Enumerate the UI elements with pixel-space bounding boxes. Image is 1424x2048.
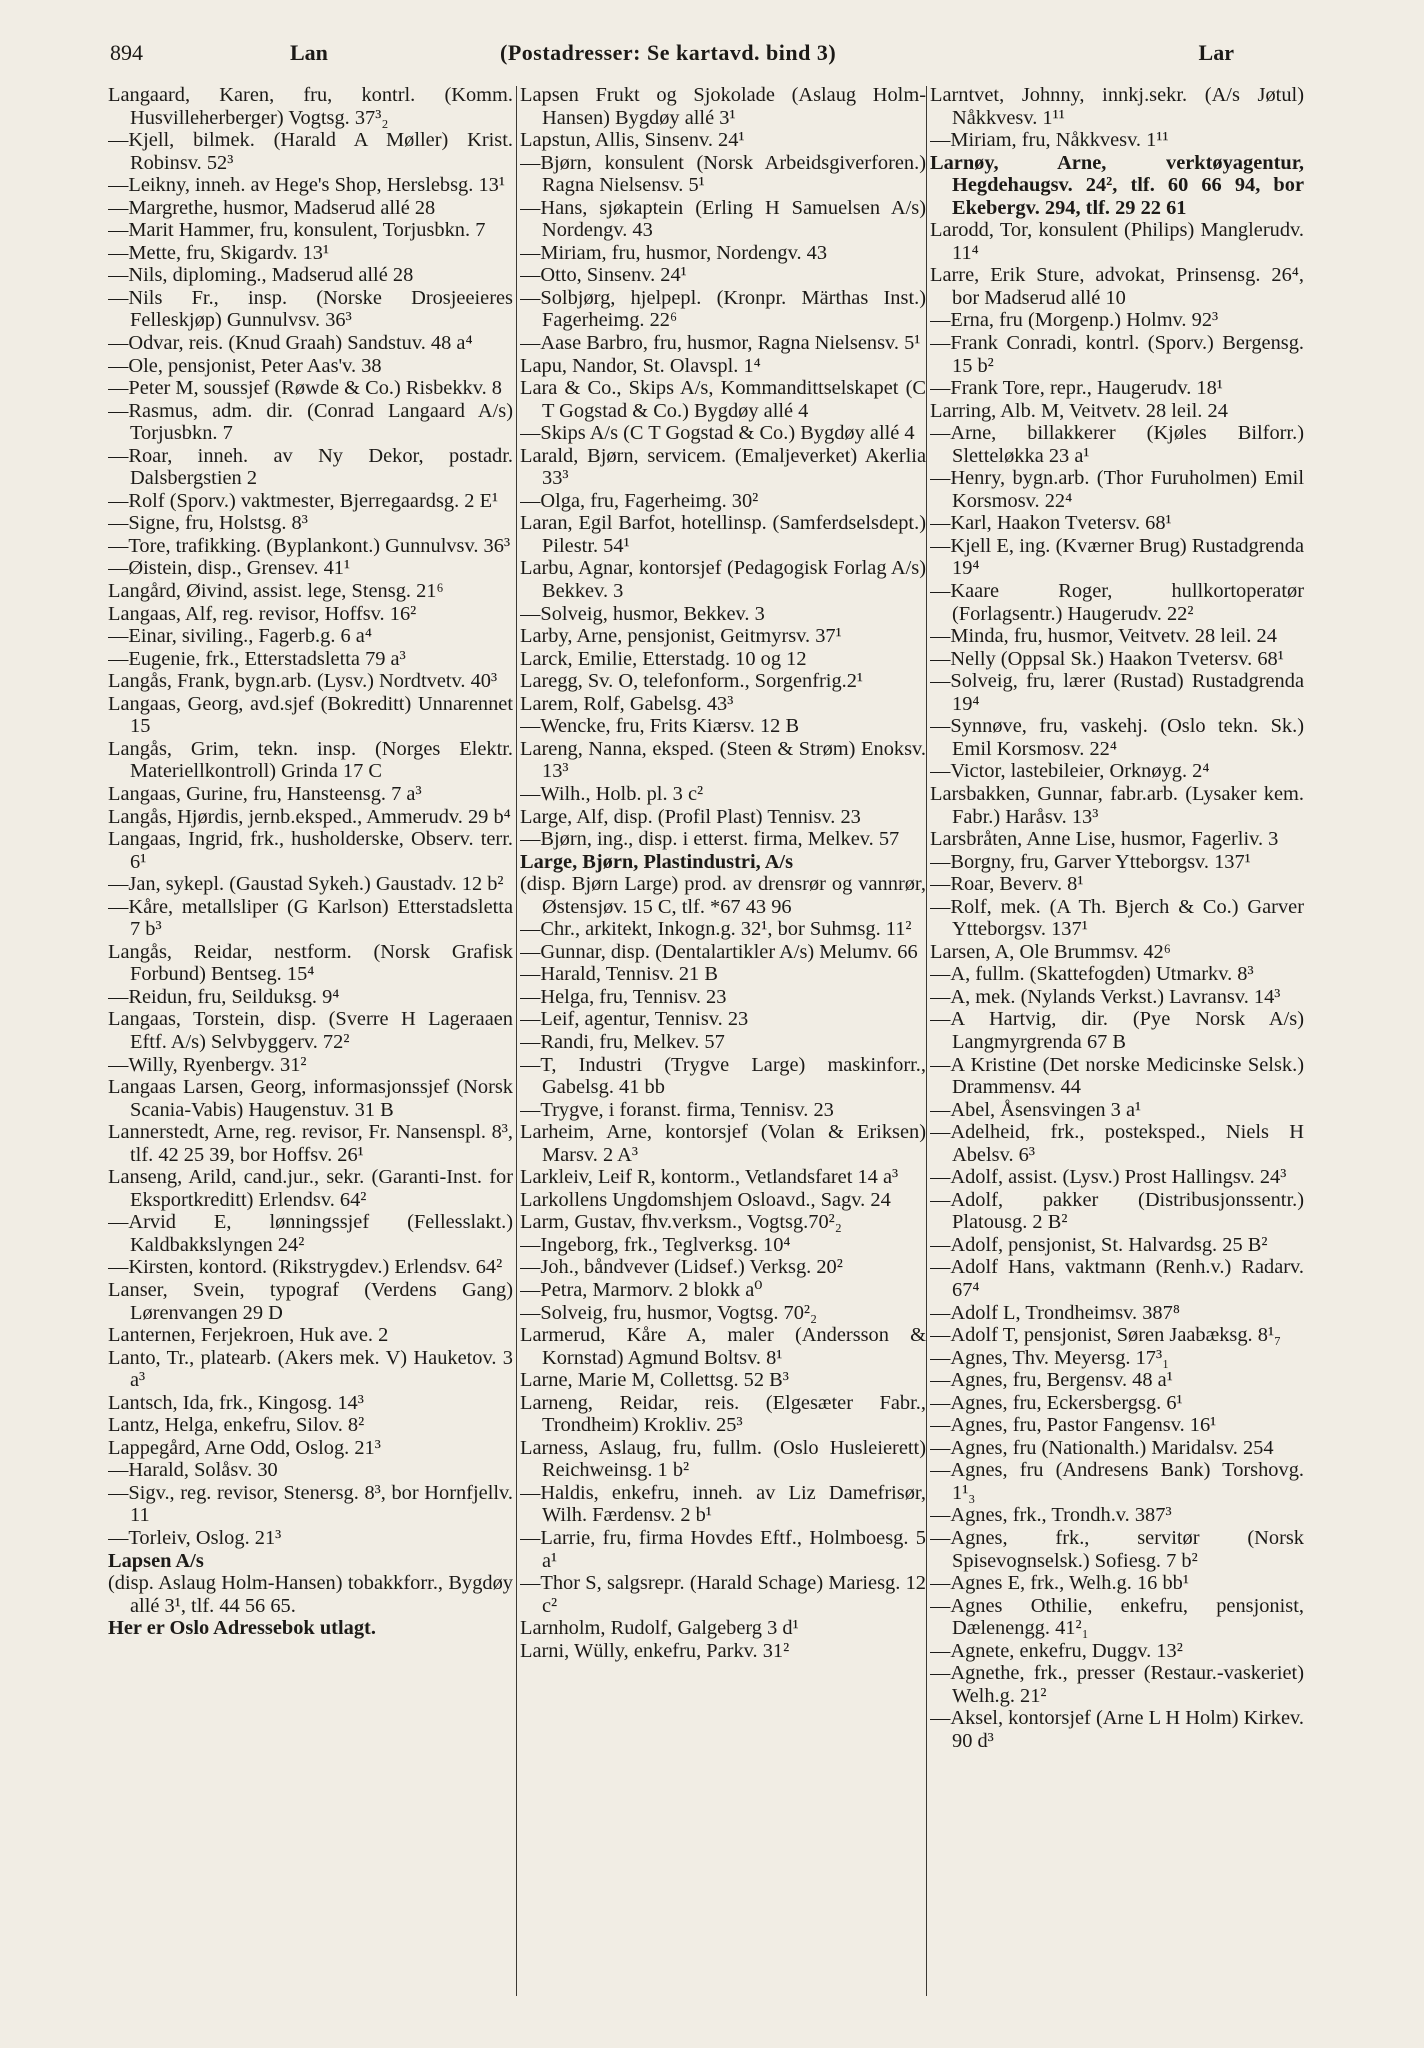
directory-entry: —Adolf Hans, vaktmann (Renh.v.) Radarv. 67⁴ [930, 1256, 1304, 1301]
directory-entry: —Petra, Marmorv. 2 blokk a⁰ [520, 1278, 763, 1301]
directory-entry: —Willy, Ryenbergv. 31² [108, 1053, 307, 1076]
directory-entry: —Agnes, frk., Trondh.v. 387³ [930, 1504, 1172, 1527]
directory-entry: —Roar, Beverv. 8¹ [930, 873, 1084, 896]
directory-entry: —Rasmus, adm. dir. (Conrad Langaard A/s) Torjusbkn. 7 [108, 399, 513, 445]
directory-entry: —Rolf (Sporv.) vaktmester, Bjerregaardsg. 2 E¹ [108, 489, 499, 512]
directory-entry: —Bjørn, konsulent (Norsk Arbeidsgiverforen.) Ragna Nielsensv. 5¹ [520, 151, 926, 197]
directory-entry: —A Hartvig, dir. (Pye Norsk A/s) Langmyrgrenda 67 B [930, 1008, 1304, 1053]
directory-column-2 [520, 84, 926, 2004]
directory-entry: —Arvid E, lønningssjef (Fellesslakt.) Kaldbakkslyngen 24² [108, 1211, 513, 1256]
directory-entry: —Agnethe, frk., presser (Restaur.-vaskeriet) Welh.g. 21² [930, 1662, 1304, 1707]
directory-entry: Laregg, Sv. O, telefonform., Sorgenfrig.2¹ [520, 670, 864, 693]
directory-entry: —Frank Conradi, kontrl. (Sporv.) Bergensg. 15 b² [930, 332, 1304, 377]
directory-entry: —Ole, pensjonist, Peter Aas'v. 38 [108, 354, 382, 377]
directory-entry: —Nils, diploming., Madserud allé 28 [108, 264, 414, 287]
directory-entry: —T, Industri (Trygve Large) maskinforr., Gabelsg. 41 bb [520, 1053, 926, 1099]
directory-entry: —Sigv., reg. revisor, Stenersg. 8³, bor Hornfjellv. 11 [108, 1481, 513, 1527]
directory-entry: —Erna, fru (Morgenp.) Holmv. 92³ [930, 309, 1219, 332]
directory-entry: Lanternen, Ferjekroen, Huk ave. 2 [108, 1324, 389, 1347]
directory-entry: Lapstun, Allis, Sinsenv. 24¹ [520, 129, 745, 152]
directory-column-3 [930, 84, 1304, 2004]
directory-entry: Lantsch, Ida, frk., Kingosg. 14³ [108, 1391, 364, 1414]
directory-entry: Langaas Larsen, Georg, informasjonssjef (Norsk Scania-Vabis) Haugenstuv. 31 B [108, 1076, 513, 1121]
directory-entry: Larodd, Tor, konsulent (Philips) Manglerudv. 11⁴ [930, 219, 1304, 264]
directory-entry: Lappegård, Arne Odd, Oslog. 21³ [108, 1436, 381, 1459]
directory-entry: —Borgny, fru, Garver Ytteborgsv. 137¹ [930, 850, 1251, 873]
directory-entry: Laran, Egil Barfot, hotellinsp. (Samferdselsdept.) Pilestr. 54¹ [520, 512, 926, 557]
directory-entry: —Adolf L, Trondheimsv. 387⁸ [930, 1301, 1180, 1324]
directory-entry: —Roar, inneh. av Ny Dekor, postadr. Dalsbergstien 2 [108, 444, 513, 490]
directory-entry: —Adolf, assist. (Lysv.) Prost Hallingsv. 24³ [930, 1166, 1287, 1189]
page-header [110, 40, 1304, 72]
directory-entry: —Nelly (Oppsal Sk.) Haakon Tvetersv. 68¹ [930, 647, 1284, 670]
directory-entry: Large, Bjørn, Plastindustri, A/s [520, 850, 794, 873]
directory-entry: —Adelheid, frk., posteksped., Niels H Abelsv. 6³ [930, 1121, 1304, 1166]
directory-entry: —Kaare Roger, hullkortoperatør (Forlagsentr.) Haugerudv. 22² [930, 580, 1304, 625]
directory-entry: —Randi, fru, Melkev. 57 [520, 1030, 725, 1053]
directory-entry: —Solveig, fru, husmor, Vogtsg. 70²₂ [520, 1301, 818, 1324]
directory-entry: —Solveig, fru, lærer (Rustad) Rustadgrenda 19⁴ [930, 670, 1304, 715]
directory-entry: Larbu, Agnar, kontorsjef (Pedagogisk Forlag A/s) Bekkev. 3 [520, 557, 926, 603]
directory-entry: —A Kristine (Det norske Medicinske Selsk.) Drammensv. 44 [930, 1053, 1304, 1099]
directory-entry: —Aase Barbro, fru, husmor, Ragna Nielsensv. 5¹ [520, 332, 921, 355]
directory-entry: Larntvet, Johnny, innkj.sekr. (A/s Jøtul) Nåkkvesv. 1¹¹ [930, 84, 1304, 129]
directory-entry: —Nils Fr., insp. (Norske Drosjeeieres Felleskjøp) Gunnulvsv. 36³ [108, 286, 513, 332]
directory-entry: —Adolf T, pensjonist, Søren Jaabæksg. 8¹₇ [930, 1324, 1282, 1347]
directory-entry: —Larrie, fru, firma Hovdes Eftf., Holmboesg. 5 a¹ [520, 1527, 926, 1572]
directory-entry: —Agnes E, frk., Welh.g. 16 bb¹ [930, 1572, 1189, 1595]
directory-entry: Lannerstedt, Arne, reg. revisor, Fr. Nansenspl. 8³, tlf. 42 25 39, bor Hoffsv. 26¹ [108, 1121, 513, 1166]
directory-entry: —Kirsten, kontord. (Rikstrygdev.) Erlendsv. 64² [108, 1256, 503, 1279]
directory-entry: —Karl, Haakon Tvetersv. 68¹ [930, 512, 1172, 535]
directory-entry: (disp. Bjørn Large) prod. av drensrør og vannrør, Østensjøv. 15 C, tlf. *67 43 96 [520, 873, 926, 918]
directory-entry: —Aksel, kontorsjef (Arne L H Holm) Kirkev. 90 d³ [930, 1707, 1304, 1752]
directory-entry: —Jan, sykepl. (Gaustad Sykeh.) Gaustadv. 12 b² [108, 873, 504, 896]
directory-entry: Her er Oslo Adressebok utlagt. [108, 1617, 376, 1640]
page-number: 894 [110, 40, 143, 65]
directory-entry: Larne, Marie M, Collettsg. 52 B³ [520, 1369, 789, 1392]
directory-entry: —Einar, siviling., Fagerb.g. 6 a⁴ [108, 625, 372, 648]
directory-column-1 [108, 84, 513, 2004]
directory-entry: —Miriam, fru, husmor, Nordengv. 43 [520, 241, 828, 264]
directory-entry: —Mette, fru, Skigardv. 13¹ [108, 241, 330, 264]
directory-entry: —Adolf, pensjonist, St. Halvardsg. 25 B² [930, 1233, 1268, 1256]
header-left-word: Lan [290, 40, 328, 65]
header-title: (Postadresser: Se kartavd. bind 3) [500, 40, 837, 65]
directory-entry: —Minda, fru, husmor, Veitvetv. 28 leil. 24 [930, 625, 1277, 648]
directory-entry: Langaas, Torstein, disp. (Sverre H Lageraaen Eftf. A/s) Selvbyggerv. 72² [108, 1008, 513, 1053]
directory-entry: Larness, Aslaug, fru, fullm. (Oslo Husleierett) Reichweinsg. 1 b² [520, 1436, 926, 1482]
directory-entry: Langaas, Gurine, fru, Hansteensg. 7 a³ [108, 782, 422, 805]
directory-entry: Larkleiv, Leif R, kontorm., Vetlandsfaret 14 a³ [520, 1166, 899, 1189]
directory-entry: —Agnes, Thv. Meyersg. 17³₁ [930, 1346, 1170, 1369]
header-right-word: Lar [1198, 40, 1234, 65]
directory-entry: —Abel, Åsensvingen 3 a¹ [930, 1098, 1142, 1121]
directory-entry: Lareng, Nanna, eksped. (Steen & Strøm) Enoksv. 13³ [520, 737, 926, 783]
directory-entry: —Synnøve, fru, vaskehj. (Oslo tekn. Sk.) Emil Korsmosv. 22⁴ [930, 715, 1304, 760]
directory-entry: —Margrethe, husmor, Madserud allé 28 [108, 196, 436, 219]
directory-entry: Larem, Rolf, Gabelsg. 43³ [520, 692, 734, 715]
directory-entry: —Olga, fru, Fagerheimg. 30² [520, 489, 759, 512]
directory-entry: —Kjell, bilmek. (Harald A Møller) Krist. Robinsv. 52³ [108, 129, 513, 174]
directory-entry: —Haldis, enkefru, inneh. av Liz Damefrisør, Wilh. Færdensv. 2 b¹ [520, 1481, 926, 1527]
directory-entry: Langaard, Karen, fru, kontrl. (Komm. Husvilleherberger) Vogtsg. 37³₂ [108, 84, 513, 129]
directory-entry: Larald, Bjørn, servicem. (Emaljeverket) Akerlia 33³ [520, 444, 926, 490]
directory-entry: Larnøy, Arne, verktøyagentur, Hegdehaugsv. 24², tlf. 60 66 94, bor Ekebergv. 294, tlf. 29 22 61 [930, 151, 1304, 219]
directory-entry: —Peter M, soussjef (Røwde & Co.) Risbekkv. 8 [108, 377, 503, 400]
directory-entry: —Kjell E, ing. (Kværner Brug) Rustadgrenda 19⁴ [930, 534, 1304, 580]
directory-entry: —Agnes Othilie, enkefru, pensjonist, Dælenengg. 41²₁ [930, 1594, 1304, 1640]
directory-entry: —Frank Tore, repr., Haugerudv. 18¹ [930, 377, 1223, 400]
directory-entry: Langaas, Alf, reg. revisor, Hoffsv. 16² [108, 602, 417, 625]
directory-entry: Lapsen Frukt og Sjokolade (Aslaug Holm-Hansen) Bygdøy allé 3¹ [520, 84, 926, 129]
directory-entry: —Victor, lastebileier, Orknøyg. 2⁴ [930, 760, 1210, 783]
directory-entry: —Trygve, i foranst. firma, Tennisv. 23 [520, 1098, 834, 1121]
directory-entry: —Rolf, mek. (A Th. Bjerch & Co.) Garver Ytteborgsv. 137¹ [930, 895, 1304, 941]
directory-entry: —Henry, bygn.arb. (Thor Furuholmen) Emil Korsmosv. 22⁴ [930, 467, 1304, 512]
directory-entry: —Skips A/s (C T Gogstad & Co.) Bygdøy allé 4 [520, 422, 915, 445]
directory-entry: Langaas, Georg, avd.sjef (Bokreditt) Unnarennet 15 [108, 692, 513, 738]
directory-entry: —Harald, Tennisv. 21 B [520, 963, 718, 986]
directory-entry: —Gunnar, disp. (Dentalartikler A/s) Melumv. 66 [520, 940, 918, 963]
directory-entry: Lanto, Tr., platearb. (Akers mek. V) Hauketov. 3 a³ [108, 1346, 513, 1392]
directory-entry: Larring, Alb. M, Veitvetv. 28 leil. 24 [930, 399, 1228, 422]
directory-entry: Lanser, Svein, typograf (Verdens Gang) Lørenvangen 29 D [108, 1278, 513, 1324]
directory-entry: —Agnes, fru, Pastor Fangensv. 16¹ [930, 1414, 1217, 1437]
directory-entry: —Chr., arkitekt, Inkogn.g. 32¹, bor Suhmsg. 11² [520, 918, 912, 941]
directory-entry: —Helga, fru, Tennisv. 23 [520, 985, 727, 1008]
directory-entry: —Odvar, reis. (Knud Graah) Sandstuv. 48 a⁴ [108, 332, 473, 355]
directory-entry: Larby, Arne, pensjonist, Geitmyrsv. 37¹ [520, 625, 842, 648]
directory-entry: Larneng, Reidar, reis. (Elgesæter Fabr., Trondheim) Krokliv. 25³ [520, 1391, 926, 1437]
directory-entry: Larkollens Ungdomshjem Osloavd., Sagv. 24 [520, 1188, 891, 1211]
column-divider [516, 86, 517, 1996]
directory-entry: Larsen, A, Ole Brummsv. 42⁶ [930, 940, 1171, 963]
directory-entry: —Øistein, disp., Grensev. 41¹ [108, 557, 351, 580]
directory-entry: Larre, Erik Sture, advokat, Prinsensg. 26⁴, bor Madserud allé 10 [930, 264, 1304, 309]
directory-entry: Larck, Emilie, Etterstadg. 10 og 12 [520, 647, 807, 670]
directory-entry: Langås, Hjørdis, jernb.eksped., Ammerudv. 29 b⁴ [108, 805, 511, 828]
directory-entry: —Agnes, fru (Andresens Bank) Torshovg. 1¹₃ [930, 1459, 1304, 1504]
directory-entry: —Adolf, pakker (Distribusjonssentr.) Platousg. 2 B² [930, 1188, 1304, 1234]
directory-entry: —Tore, trafikking. (Byplankont.) Gunnulvsv. 36³ [108, 534, 511, 557]
directory-entry: Larsbakken, Gunnar, fabr.arb. (Lysaker kem. Fabr.) Haråsv. 13³ [930, 782, 1304, 828]
directory-entry: —A, fullm. (Skattefogden) Utmarkv. 8³ [930, 963, 1254, 986]
directory-entry: —Agnes, fru, Bergensv. 48 a¹ [930, 1369, 1173, 1392]
directory-entry: —Marit Hammer, fru, konsulent, Torjusbkn. 7 [108, 219, 486, 242]
directory-entry: Langaas, Ingrid, frk., husholderske, Observ. terr. 6¹ [108, 828, 513, 873]
directory-entry: Larm, Gustav, fhv.verksm., Vogtsg.70²₂ [520, 1211, 842, 1234]
directory-entry: —Otto, Sinsenv. 24¹ [520, 264, 687, 287]
directory-entry: Langård, Øivind, assist. lege, Stensg. 21⁶ [108, 580, 444, 603]
directory-entry: —Signe, fru, Holstsg. 8³ [108, 512, 308, 535]
directory-entry: —Solveig, husmor, Bekkev. 3 [520, 602, 765, 625]
directory-entry: —Leif, agentur, Tennisv. 23 [520, 1008, 749, 1031]
directory-entry: Lapu, Nandor, St. Olavspl. 1⁴ [520, 354, 761, 377]
directory-entry: —Agnes, frk., servitør (Norsk Spisevognselsk.) Sofiesg. 7 b² [930, 1527, 1304, 1572]
directory-entry: Lanseng, Arild, cand.jur., sekr. (Garanti-Inst. for Eksportkreditt) Erlendsv. 64² [108, 1166, 513, 1211]
directory-entry: Lara & Co., Skips A/s, Kommandittselskapet (C T Gogstad & Co.) Bygdøy allé 4 [520, 377, 926, 422]
directory-entry: Larni, Wülly, enkefru, Parkv. 31² [520, 1639, 790, 1662]
directory-entry: —Solbjørg, hjelpepl. (Kronpr. Märthas Inst.) Fagerheimg. 22⁶ [520, 286, 926, 332]
directory-entry: —Wencke, fru, Frits Kiærsv. 12 B [520, 715, 800, 738]
directory-entry: —Miriam, fru, Nåkkvesv. 1¹¹ [930, 129, 1169, 152]
directory-entry: Langås, Frank, bygn.arb. (Lysv.) Nordtvetv. 40³ [108, 670, 498, 693]
directory-entry: Langås, Grim, tekn. insp. (Norges Elektr. Materiellkontroll) Grinda 17 C [108, 737, 513, 783]
directory-entry: Lapsen A/s [108, 1549, 204, 1572]
directory-entry: —Agnes, fru, Eckersbergsg. 6¹ [930, 1391, 1183, 1414]
directory-entry: Langås, Reidar, nestform. (Norsk Grafisk Forbund) Bentseg. 15⁴ [108, 940, 513, 986]
column-divider [926, 86, 927, 1996]
directory-entry: —Torleiv, Oslog. 21³ [108, 1527, 282, 1549]
directory-entry: —Kåre, metallsliper (G Karlson) Etterstadsletta 7 b³ [108, 895, 513, 941]
directory-entry: —Harald, Solåsv. 30 [108, 1459, 278, 1482]
directory-entry: —Leikny, inneh. av Hege's Shop, Herslebsg. 13¹ [108, 174, 505, 197]
directory-entry: (disp. Aslaug Holm-Hansen) tobakkforr., Bygdøy allé 3¹, tlf. 44 56 65. [108, 1572, 513, 1617]
directory-entry: —Hans, sjøkaptein (Erling H Samuelsen A/s) Nordengv. 43 [520, 196, 926, 242]
directory-entry: Larmerud, Kåre A, maler (Andersson & Kornstad) Agmund Boltsv. 8¹ [520, 1324, 926, 1369]
directory-entry: —Agnete, enkefru, Duggv. 13² [930, 1639, 1183, 1662]
directory-entry: Larnholm, Rudolf, Galgeberg 3 d¹ [520, 1617, 799, 1640]
directory-entry: —Agnes, fru (Nationalth.) Maridalsv. 254 [930, 1436, 1274, 1459]
directory-entry: —Thor S, salgsrepr. (Harald Schage) Mariesg. 12 c² [520, 1572, 926, 1617]
directory-entry: Larheim, Arne, kontorsjef (Volan & Eriksen) Marsv. 2 A³ [520, 1121, 926, 1166]
directory-entry: —Wilh., Holb. pl. 3 c² [520, 782, 704, 805]
directory-entry: —Reidun, fru, Seilduksg. 9⁴ [108, 985, 340, 1008]
directory-entry: —Bjørn, ing., disp. i etterst. firma, Melkev. 57 [520, 828, 900, 851]
directory-entry: —Ingeborg, frk., Teglverksg. 10⁴ [520, 1233, 791, 1256]
directory-entry: —A, mek. (Nylands Verkst.) Lavransv. 14³ [930, 985, 1281, 1008]
directory-entry: —Arne, billakkerer (Kjøles Bilforr.) Sletteløkka 23 a¹ [930, 422, 1304, 467]
directory-entry: —Joh., båndvever (Lidsef.) Verksg. 20² [520, 1256, 843, 1279]
directory-entry: —Eugenie, frk., Etterstadsletta 79 a³ [108, 647, 406, 670]
directory-entry: Lantz, Helga, enkefru, Silov. 8² [108, 1414, 365, 1437]
directory-entry: Larsbråten, Anne Lise, husmor, Fagerliv. 3 [930, 828, 1279, 851]
directory-entry: Large, Alf, disp. (Profil Plast) Tennisv. 23 [520, 805, 861, 828]
